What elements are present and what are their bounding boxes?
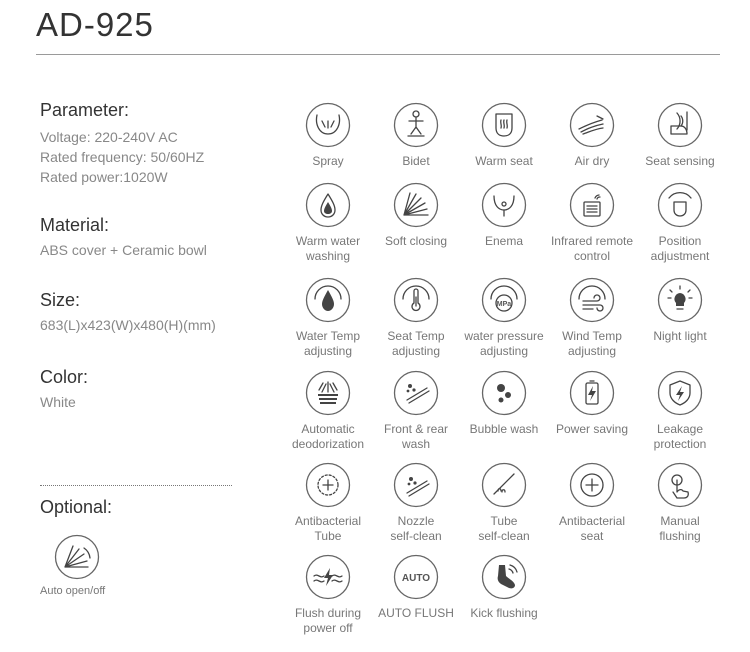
feature-soft-closing — [372, 182, 460, 272]
color-value: White — [40, 394, 76, 410]
feature-warm-seat — [460, 102, 548, 192]
spray-icon — [305, 102, 351, 148]
antibacterial-tube-icon — [305, 462, 351, 508]
feature-leakage — [636, 370, 724, 460]
feature-air-dry — [548, 102, 636, 192]
wind-temp-icon — [569, 277, 615, 323]
page-title: AD-925 — [36, 6, 154, 43]
feature-label: Wind Temp adjusting — [562, 329, 622, 358]
feature-front-rear — [372, 370, 460, 460]
warm-seat-icon — [481, 102, 527, 148]
feature-label: Seat Temp adjusting — [387, 329, 445, 358]
auto-flush-icon — [393, 554, 439, 600]
title-divider — [36, 54, 720, 55]
auto-flush-icon-text: AUTO — [401, 573, 431, 584]
night-light-icon — [657, 277, 703, 323]
feature-label: Antibacterial Tube — [294, 514, 362, 543]
feature-label: Bidet — [402, 154, 430, 168]
optional-heading: Optional: — [40, 497, 113, 517]
feature-auto-flush — [372, 554, 460, 644]
feature-enema — [460, 182, 548, 272]
feature-manual-flushing — [636, 462, 724, 552]
soft-closing-icon — [393, 182, 439, 228]
feature-label: Air dry — [574, 154, 610, 168]
color-heading: Color: — [40, 367, 89, 387]
seat-sensing-icon — [657, 102, 703, 148]
feature-seat-sensing — [636, 102, 724, 192]
feature-water-temp — [284, 277, 372, 367]
feature-night-light — [636, 277, 724, 367]
enema-icon — [481, 182, 527, 228]
feature-deodorization — [284, 370, 372, 460]
feature-bidet — [372, 102, 460, 192]
position-icon — [657, 182, 703, 228]
feature-kick-flushing — [460, 554, 548, 644]
feature-antibacterial-seat — [548, 462, 636, 552]
water-temp-icon — [305, 277, 351, 323]
feature-label: Power saving — [555, 422, 629, 436]
remote-control-icon — [569, 182, 615, 228]
leakage-protection-icon — [657, 370, 703, 416]
feature-label: Warm seat — [475, 154, 533, 168]
feature-label: Spray — [312, 154, 344, 168]
kick-flushing-icon — [481, 554, 527, 600]
air-dry-icon — [569, 102, 615, 148]
feature-label: Enema — [484, 234, 524, 248]
voltage-spec: Voltage: 220-240V AC — [40, 129, 178, 145]
feature-grid — [284, 102, 724, 642]
pressure-icon — [481, 277, 527, 323]
warm-water-icon — [305, 182, 351, 228]
feature-label: Bubble wash — [469, 422, 539, 436]
front-rear-wash-icon — [393, 370, 439, 416]
auto-open-icon — [54, 534, 100, 580]
feature-label: Water Temp adjusting — [295, 329, 361, 358]
optional-divider — [40, 485, 232, 486]
feature-power-saving — [548, 370, 636, 460]
power-spec: Rated power:1020W — [40, 169, 168, 185]
manual-flushing-icon — [657, 462, 703, 508]
feature-label: Night light — [653, 329, 707, 343]
feature-label: Tube self-clean — [478, 514, 530, 543]
antibacterial-seat-icon — [569, 462, 615, 508]
feature-seat-temp — [372, 277, 460, 367]
deodorization-icon — [305, 370, 351, 416]
feature-pressure — [460, 277, 548, 367]
feature-label: Position adjustment — [650, 234, 710, 263]
feature-antibacterial-tube — [284, 462, 372, 552]
power-saving-icon — [569, 370, 615, 416]
seat-temp-icon — [393, 277, 439, 323]
feature-bubble — [460, 370, 548, 460]
feature-label: Leakage protection — [653, 422, 707, 451]
bidet-icon — [393, 102, 439, 148]
feature-label: Infrared remote control — [550, 234, 634, 263]
parameter-heading: Parameter: — [40, 100, 130, 120]
feature-tube-clean — [460, 462, 548, 552]
feature-nozzle-clean — [372, 462, 460, 552]
power-off-flush-icon — [305, 554, 351, 600]
size-heading: Size: — [40, 290, 81, 310]
feature-label: AUTO FLUSH — [378, 606, 454, 620]
feature-warm-water — [284, 182, 372, 272]
auto-open-label: Auto open/off — [40, 585, 106, 597]
feature-position — [636, 182, 724, 272]
feature-remote — [548, 182, 636, 272]
feature-label: Kick flushing — [470, 606, 538, 620]
bubble-wash-icon — [481, 370, 527, 416]
feature-spray — [284, 102, 372, 192]
nozzle-clean-icon — [393, 462, 439, 508]
feature-label: Nozzle self-clean — [390, 514, 442, 543]
feature-label: Seat sensing — [645, 154, 715, 168]
size-value: 683(L)x423(W)x480(H)(mm) — [40, 317, 216, 333]
feature-label: Antibacterial seat — [558, 514, 626, 543]
feature-label: Front & rear wash — [383, 422, 449, 451]
feature-label: Manual flushing — [659, 514, 701, 543]
material-heading: Material: — [40, 215, 110, 235]
frequency-spec: Rated frequency: 50/60HZ — [40, 149, 205, 165]
feature-label: Soft closing — [384, 234, 448, 248]
feature-power-off-flush — [284, 554, 372, 644]
material-value: ABS cover + Ceramic bowl — [40, 242, 207, 258]
pressure-icon-text: MPa — [496, 301, 512, 308]
feature-label: water pressure adjusting — [464, 329, 544, 358]
tube-clean-icon — [481, 462, 527, 508]
feature-label: Automatic deodorization — [291, 422, 365, 451]
feature-wind-temp — [548, 277, 636, 367]
feature-label: Warm water washing — [295, 234, 361, 263]
feature-label: Flush during power off — [294, 606, 362, 635]
